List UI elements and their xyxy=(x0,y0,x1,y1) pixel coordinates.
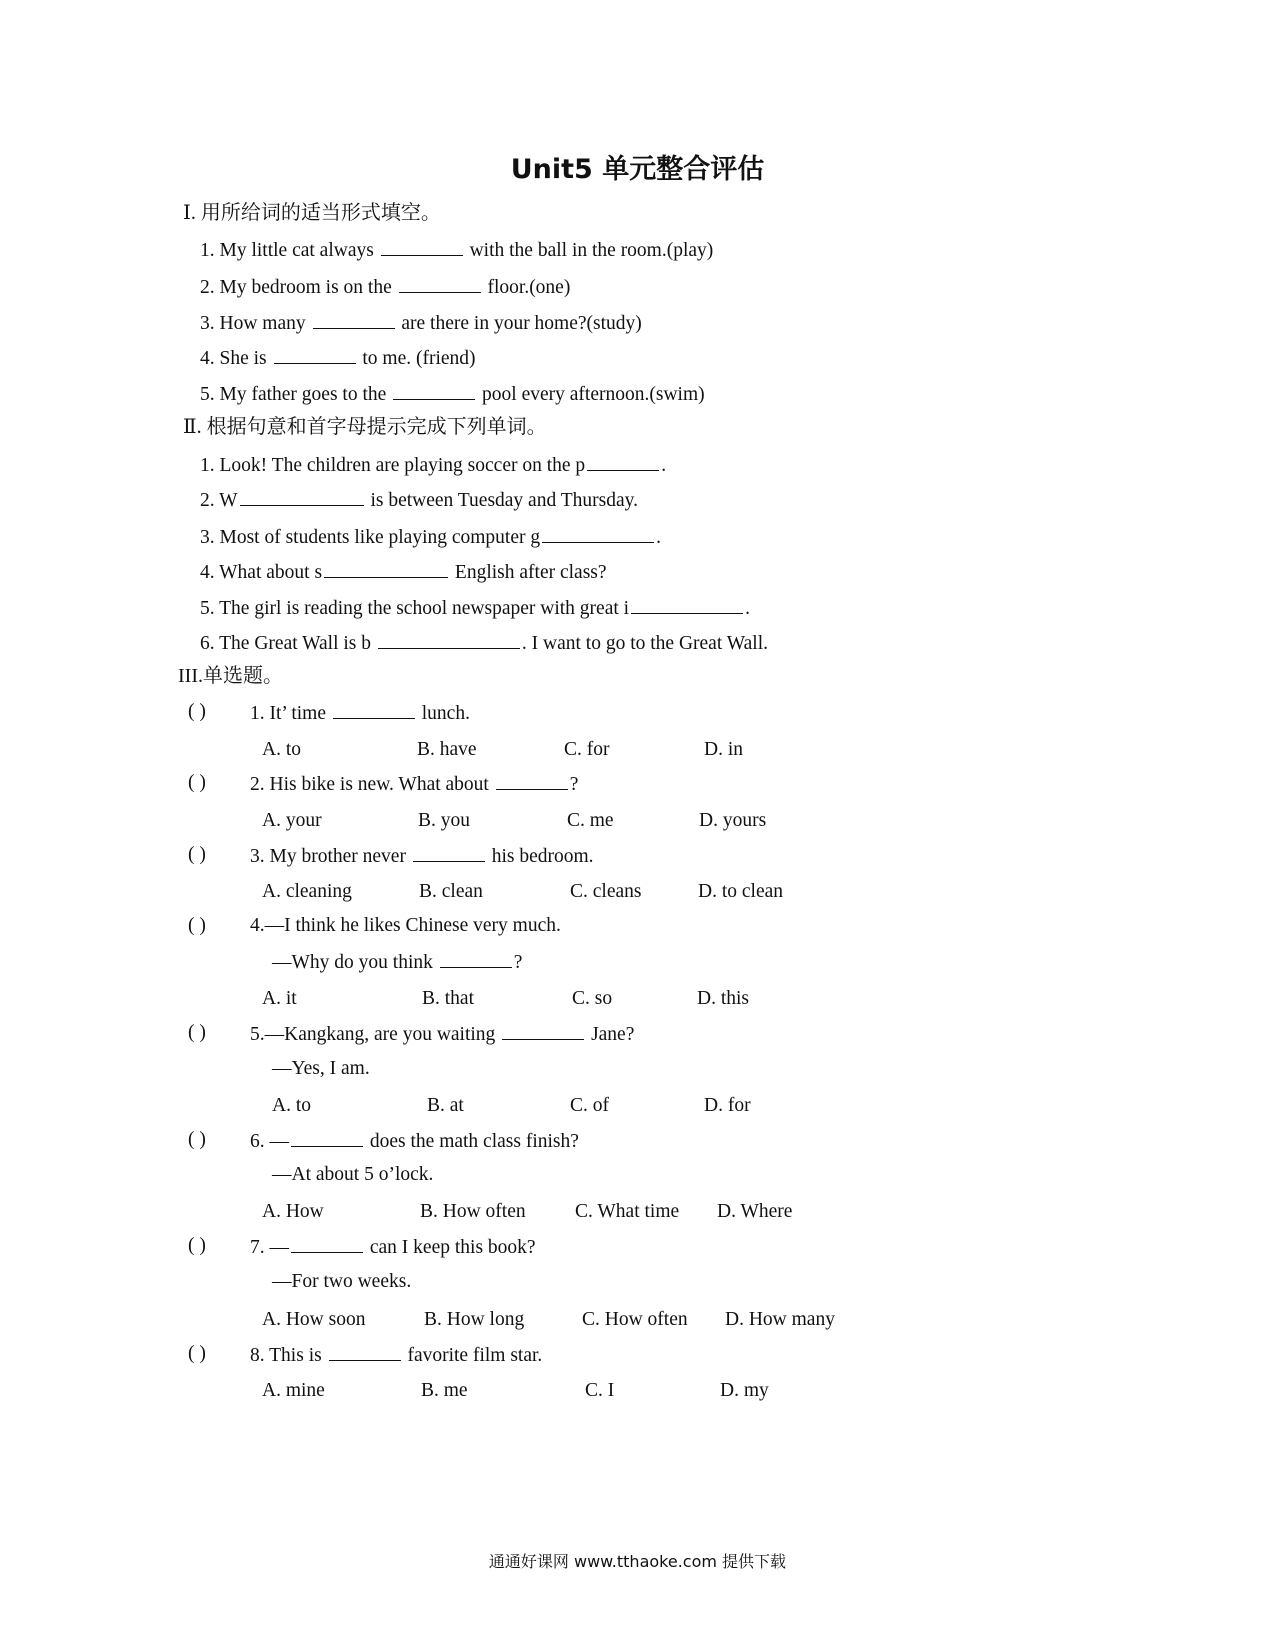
q8-option-a[interactable]: A. mine xyxy=(262,1380,325,1401)
answer-blank[interactable] xyxy=(378,630,520,649)
answer-blank[interactable] xyxy=(274,345,356,364)
q7-stem-line2: —For two weeks. xyxy=(272,1271,412,1292)
answer-blank[interactable] xyxy=(324,559,448,578)
page-title: Unit5 单元整合评估 xyxy=(510,154,765,185)
q4-option-c[interactable]: C. so xyxy=(572,988,613,1009)
page-footer: 通通好课网 www.tthaoke.com 提供下载 xyxy=(488,1552,787,1571)
q3-option-c[interactable]: C. cleans xyxy=(570,881,642,902)
q1-option-d[interactable]: D. in xyxy=(704,739,743,760)
answer-blank[interactable] xyxy=(542,524,654,543)
q6-stem-line2: —At about 5 o’lock. xyxy=(272,1164,434,1185)
answer-paren[interactable]: ( ) xyxy=(188,772,206,793)
section-3-heading: III.单选题。 xyxy=(178,665,283,687)
s2-item-4: 4. What about s English after class? xyxy=(200,559,607,585)
q1-option-c[interactable]: C. for xyxy=(564,739,610,760)
answer-blank[interactable] xyxy=(502,1021,584,1040)
s1-item-5: 5. My father goes to the pool every afternoon.(swim) xyxy=(200,381,705,407)
q5-option-d[interactable]: D. for xyxy=(704,1095,751,1116)
answer-paren[interactable]: ( ) xyxy=(188,1235,206,1256)
s1-item-3: 3. How many are there in your home?(study) xyxy=(200,310,642,336)
q1-stem: 1. It’ time lunch. xyxy=(250,700,470,726)
q3-option-d[interactable]: D. to clean xyxy=(698,881,784,902)
answer-blank[interactable] xyxy=(413,843,485,862)
q3-option-b[interactable]: B. clean xyxy=(419,881,483,902)
answer-paren[interactable]: ( ) xyxy=(188,701,206,722)
answer-blank[interactable] xyxy=(631,595,743,614)
answer-blank[interactable] xyxy=(329,1342,401,1361)
s1-item-4: 4. She is to me. (friend) xyxy=(200,345,476,371)
q2-option-d[interactable]: D. yours xyxy=(699,810,767,831)
answer-blank[interactable] xyxy=(291,1234,363,1253)
answer-blank[interactable] xyxy=(240,487,364,506)
answer-paren[interactable]: ( ) xyxy=(188,915,206,936)
answer-blank[interactable] xyxy=(313,310,395,329)
s2-item-6: 6. The Great Wall is b . I want to go to the Great Wall. xyxy=(200,630,768,656)
q1-option-a[interactable]: A. to xyxy=(262,739,301,760)
answer-blank[interactable] xyxy=(333,700,415,719)
q2-option-a[interactable]: A. your xyxy=(262,810,322,831)
section-1-heading: Ⅰ. 用所给词的适当形式填空。 xyxy=(183,202,441,224)
s2-item-3: 3. Most of students like playing computer g . xyxy=(200,524,661,550)
q6-option-b[interactable]: B. How often xyxy=(420,1201,526,1222)
q5-option-b[interactable]: B. at xyxy=(427,1095,464,1116)
q8-option-b[interactable]: B. me xyxy=(421,1380,468,1401)
q3-option-a[interactable]: A. cleaning xyxy=(262,881,352,902)
answer-blank[interactable] xyxy=(496,771,568,790)
q4-option-d[interactable]: D. this xyxy=(697,988,750,1009)
q5-stem: 5.—Kangkang, are you waiting Jane? xyxy=(250,1021,634,1047)
q7-option-b[interactable]: B. How long xyxy=(424,1309,525,1330)
answer-paren[interactable]: ( ) xyxy=(188,1129,206,1150)
s2-item-2: 2. W is between Tuesday and Thursday. xyxy=(200,487,638,513)
q5-option-c[interactable]: C. of xyxy=(570,1095,609,1116)
q5-stem-line2: —Yes, I am. xyxy=(272,1058,370,1079)
q2-option-c[interactable]: C. me xyxy=(567,810,614,831)
answer-paren[interactable]: ( ) xyxy=(188,844,206,865)
s2-item-1: 1. Look! The children are playing soccer on the p . xyxy=(200,452,666,478)
s1-item-1: 1. My little cat always with the ball in the room.(play) xyxy=(200,237,713,263)
q6-stem: 6. — does the math class finish? xyxy=(250,1128,579,1154)
answer-blank[interactable] xyxy=(399,274,481,293)
q4-option-a[interactable]: A. it xyxy=(262,988,297,1009)
q2-option-b[interactable]: B. you xyxy=(418,810,471,831)
q7-option-d[interactable]: D. How many xyxy=(725,1309,835,1330)
q6-option-d[interactable]: D. Where xyxy=(717,1201,793,1222)
q6-option-c[interactable]: C. What time xyxy=(575,1201,680,1222)
q7-stem: 7. — can I keep this book? xyxy=(250,1234,536,1260)
answer-paren[interactable]: ( ) xyxy=(188,1343,206,1364)
q8-stem: 8. This is favorite film star. xyxy=(250,1342,542,1368)
answer-blank[interactable] xyxy=(291,1128,363,1147)
q4-option-b[interactable]: B. that xyxy=(422,988,474,1009)
q6-option-a[interactable]: A. How xyxy=(262,1201,324,1222)
q8-option-d[interactable]: D. my xyxy=(720,1380,769,1401)
section-2-heading: Ⅱ. 根据句意和首字母提示完成下列单词。 xyxy=(183,416,547,438)
answer-blank[interactable] xyxy=(587,452,659,471)
s2-item-5: 5. The girl is reading the school newspaper with great i . xyxy=(200,595,750,621)
q1-option-b[interactable]: B. have xyxy=(417,739,477,760)
q4-stem-line2: —Why do you think ? xyxy=(272,949,522,975)
q7-option-c[interactable]: C. How often xyxy=(582,1309,688,1330)
q3-stem: 3. My brother never his bedroom. xyxy=(250,843,594,869)
answer-paren[interactable]: ( ) xyxy=(188,1022,206,1043)
answer-blank[interactable] xyxy=(393,381,475,400)
answer-blank[interactable] xyxy=(381,237,463,256)
answer-blank[interactable] xyxy=(440,949,512,968)
q4-stem: 4.—I think he likes Chinese very much. xyxy=(250,915,561,936)
s1-item-2: 2. My bedroom is on the floor.(one) xyxy=(200,274,570,300)
q2-stem: 2. His bike is new. What about ? xyxy=(250,771,578,797)
q8-option-c[interactable]: C. I xyxy=(585,1380,615,1401)
q7-option-a[interactable]: A. How soon xyxy=(262,1309,366,1330)
q5-option-a[interactable]: A. to xyxy=(272,1095,311,1116)
